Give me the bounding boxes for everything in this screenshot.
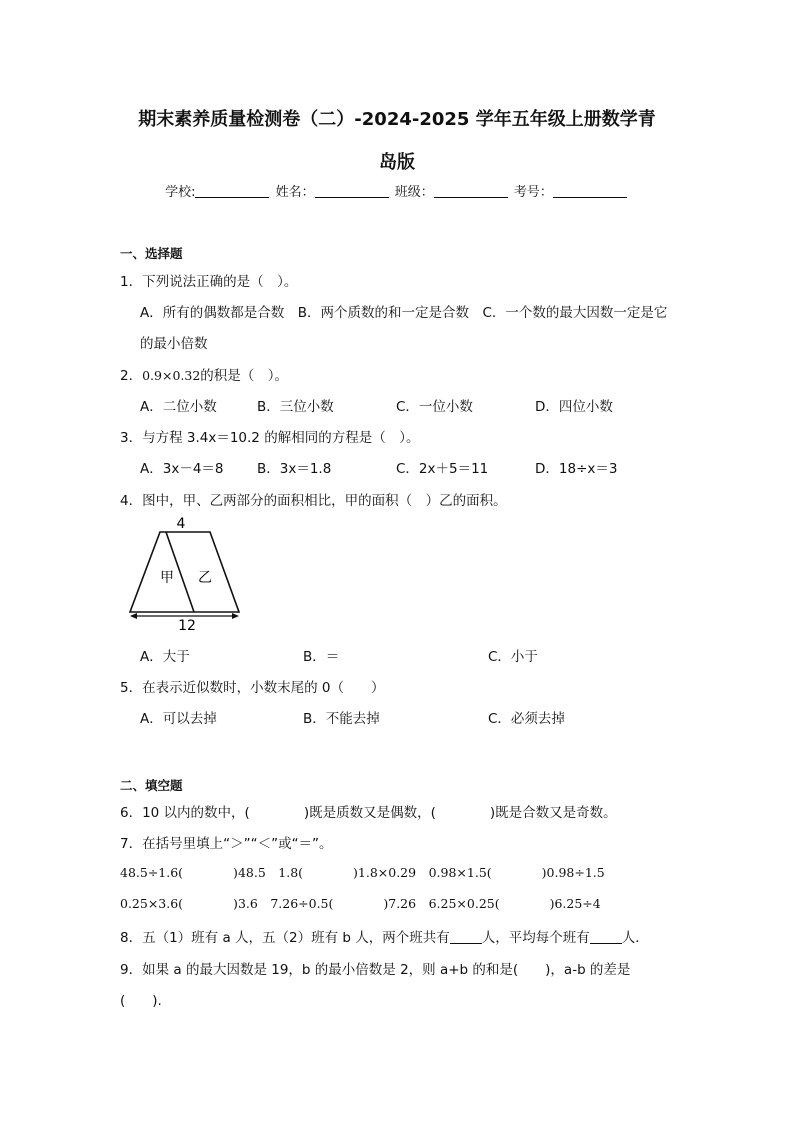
q3-option-c[interactable]: C．2x＋5＝11 [396,461,489,477]
question-7-row2: 0.25×3.6( )3.6 7.26÷0.5( )7.26 6.25×0.25( )6.25÷4 [120,896,601,911]
class-label: 班级： [394,185,434,200]
name-blank[interactable] [315,184,389,198]
q8-part1: 8．五（1）班有 a 人，五（2）班有 b 人，两个班共有 [120,930,450,946]
question-1-options: A．所有的偶数都是合数 B．两个质数的和一定是合数 C．一个数的最大因数一定是它 [140,305,668,321]
section-heading-choice: 一、选择题 [120,246,183,261]
question-5-stem: 5．在表示近似数时，小数末尾的 0（ ） [120,680,385,696]
arrow-left-icon [130,613,137,619]
q4-option-c[interactable]: C．小于 [488,649,538,665]
q4-option-b[interactable]: B．＝ [303,649,340,665]
trapezoid-outline [130,532,239,612]
q2-expression: 0.9×0.32 [142,368,201,383]
question-6: 6．10 以内的数中，( )既是质数又是偶数，( )既是合数又是奇数。 [120,805,617,821]
question-1-stem: 1．下列说法正确的是（ ）。 [120,274,298,290]
q3-option-a[interactable]: A．3x－4＝8 [140,461,224,477]
q5-option-c[interactable]: C．必须去掉 [488,711,565,727]
question-9-line2: ( ). [120,993,162,1009]
q3-option-b[interactable]: B．3x＝1.8 [257,461,332,477]
q2-option-d[interactable]: D．四位小数 [535,399,613,415]
q8-part2: 人，平均每个班有 [481,930,590,946]
q4-option-a[interactable]: A．大于 [140,649,190,665]
q8-part3: 人． [621,930,649,946]
question-1-options-cont: 的最小倍数 [140,336,208,352]
question-4-stem: 4．图中，甲、乙两部分的面积相比，甲的面积（ ）乙的面积。 [120,493,507,509]
question-3-stem: 3．与方程 3.4x＝10.2 的解相同的方程是（ ）。 [120,430,420,446]
school-label: 学校: [165,185,196,200]
question-7-row1: 48.5÷1.6( )48.5 1.8( )1.8×0.29 0.98×1.5( )0.98÷1.5 [120,865,605,880]
bottom-length-label: 12 [178,618,196,634]
arrow-right-icon [232,613,239,619]
exam-no-blank[interactable] [553,184,627,198]
student-info-row [0,181,794,200]
question-8 [120,926,649,946]
trapezoid-figure [122,512,250,634]
region-yi-label: 乙 [198,570,212,586]
page-title-line2: 岛版 [379,152,415,173]
q2-option-b[interactable]: B．三位小数 [257,399,334,415]
q3-option-d[interactable]: D．18÷x＝3 [535,461,618,477]
q2-option-a[interactable]: A．二位小数 [140,399,217,415]
q5-option-a[interactable]: A．可以去掉 [140,711,217,727]
q2-suffix: 的积是（ ）。 [200,368,289,384]
q2-prefix: 2． [120,368,143,384]
question-7-stem: 7．在括号里填上“＞”“＜”或“＝”。 [120,836,333,852]
q2-option-c[interactable]: C．一位小数 [396,399,473,415]
class-blank[interactable] [434,184,508,198]
section-heading-fill: 二、填空题 [120,778,183,793]
question-2-stem [120,364,288,384]
q8-average-blank[interactable] [590,931,622,944]
q5-option-b[interactable]: B．不能去掉 [303,711,380,727]
page-title-line1: 期末素养质量检测卷（二）-2024-2025 学年五年级上册数学青 [138,109,656,130]
name-label: 姓名： [275,185,315,200]
top-length-label: 4 [176,516,186,532]
region-jia-label: 甲 [160,570,174,586]
exam-no-label: 考号： [513,185,553,200]
q8-total-blank[interactable] [450,931,482,944]
question-9-line1: 9．如果 a 的最大因数是 19，b 的最小倍数是 2，则 a+b 的和是( )，a-b 的差是 [120,962,631,978]
school-blank[interactable] [195,184,269,198]
